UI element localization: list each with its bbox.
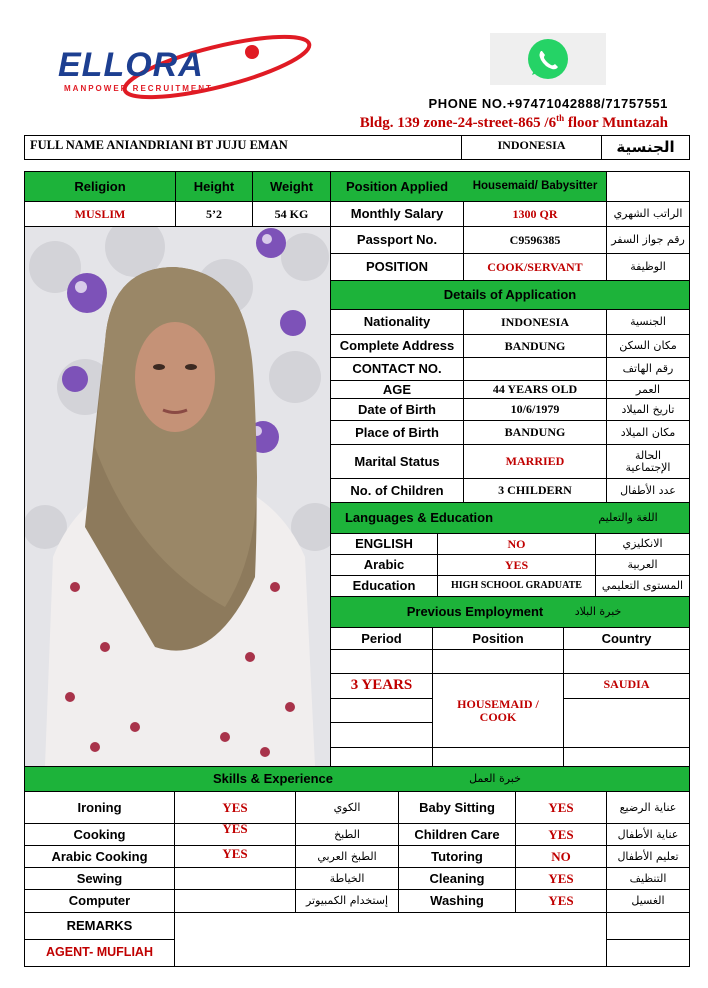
skill-label-ar: عناية الأطفال	[617, 827, 679, 841]
weight-value: 54 KG	[274, 206, 309, 221]
languages-title: Languages & Education	[344, 510, 494, 526]
education-label-ar: المستوى التعليمي	[601, 579, 684, 593]
detail-label-ar: مكان السكن	[619, 339, 677, 353]
skill-label-ar: الكوي	[333, 800, 361, 814]
skill-label-ar: تعليم الأطفال	[617, 849, 679, 863]
languages-title-ar: اللغة والتعليم	[598, 511, 658, 525]
phone-number: PHONE NO.+97471042888/71757551	[428, 96, 668, 111]
skill-value: YES	[548, 826, 574, 842]
detail-label: CONTACT NO.	[352, 361, 442, 377]
skill-label-ar: الطبخ	[334, 827, 360, 841]
detail-label: AGE	[382, 381, 412, 397]
skill-label: Washing	[430, 893, 484, 909]
detail-label-ar: الحالة الإجتماعية	[625, 448, 671, 474]
education-value: HIGH SCHOOL GRADUATE	[451, 579, 582, 591]
language-value: NO	[507, 536, 526, 551]
skill-label: Sewing	[76, 870, 123, 886]
position-value: COOK/SERVANT	[487, 259, 583, 274]
language-value: YES	[504, 557, 529, 572]
skill-value	[175, 890, 295, 912]
employment-period: 3 YEARS	[350, 677, 413, 694]
employment-country: SAUDIA	[603, 676, 650, 691]
salary-label: Monthly Salary	[350, 206, 444, 222]
skill-label-ar: إستخدام الكمبيوتر	[305, 894, 389, 908]
detail-label-ar: عدد الأطفال	[620, 483, 676, 497]
skill-value	[175, 868, 295, 889]
full-name: FULL NAME ANIANDRIANI BT JUJU EMAN	[30, 138, 288, 152]
language-label-ar: العربية	[627, 558, 658, 572]
detail-label-ar: تاريخ الميلاد	[621, 402, 675, 416]
detail-label-ar: مكان الميلاد	[620, 425, 676, 439]
salary-label-ar: الراتب الشهري	[613, 207, 683, 221]
detail-label: Nationality	[363, 314, 431, 330]
skill-label: Ironing	[77, 799, 122, 815]
position-label-ar: الوظيفة	[630, 260, 666, 274]
nationality-value: INDONESIA	[497, 137, 566, 152]
skill-label: Cleaning	[429, 870, 485, 886]
religion-value: MUSLIM	[74, 206, 126, 221]
employment-period-header: Period	[361, 630, 402, 646]
skills-title: Skills & Experience	[213, 771, 333, 787]
skill-value: YES	[548, 799, 574, 815]
detail-label: Place of Birth	[355, 424, 439, 440]
skill-value: YES	[548, 870, 574, 886]
office-address: Bldg. 139 zone-24-street-865 /6th floor Muntazah	[359, 113, 668, 131]
detail-value: 10/6/1979	[510, 402, 560, 417]
detail-label-ar: العمر	[635, 382, 661, 396]
detail-label-ar: رقم الهاتف	[622, 362, 674, 376]
skill-value: NO	[551, 848, 571, 864]
religion-header: Religion	[74, 178, 126, 194]
skill-label: Arabic Cooking	[51, 848, 148, 864]
employment-country-header: Country	[601, 630, 652, 646]
employment-title-ar: خبرة البلاد	[574, 605, 622, 619]
detail-label: Marital Status	[354, 453, 440, 469]
language-label: ENGLISH	[355, 536, 413, 552]
language-label-ar: الانكليزي	[622, 537, 663, 551]
position-applied-header: Position Applied	[345, 178, 449, 194]
employment-position-header: Position	[472, 630, 524, 646]
logo-tagline: MANPOWER RECRUITMENT	[64, 84, 213, 93]
skill-label-ar: الطبخ العربي	[317, 849, 377, 863]
employment-position: HOUSEMAID / COOK	[457, 696, 539, 724]
weight-header: Weight	[269, 178, 314, 194]
detail-value: BANDUNG	[504, 338, 566, 353]
skill-value: YES	[548, 893, 574, 909]
agent-name: AGENT- MUFLIAH	[46, 945, 153, 960]
nationality-label-ar: الجنسية	[616, 137, 675, 156]
detail-label: No. of Children	[350, 482, 444, 498]
skill-label-ar: عناية الرضيع	[619, 800, 677, 814]
education-label: Education	[352, 578, 416, 594]
skill-label: Tutoring	[431, 848, 483, 864]
language-label: Arabic	[363, 557, 405, 573]
skill-label: Cooking	[73, 826, 126, 842]
detail-label: Complete Address	[339, 338, 455, 354]
detail-value: 3 CHILDERN	[498, 483, 572, 498]
passport-label: Passport No.	[356, 232, 438, 248]
skills-title-ar: خبرة العمل	[469, 772, 521, 786]
position-label: POSITION	[365, 259, 429, 275]
salary-value: 1300 QR	[512, 206, 558, 221]
skill-label: Children Care	[414, 826, 500, 842]
skill-label-ar: التنظيف	[629, 871, 667, 885]
logo-name: ELLORA	[58, 46, 204, 84]
skill-value: YES	[222, 799, 248, 815]
skill-label: Computer	[68, 893, 131, 909]
skill-value: YES	[222, 845, 248, 861]
remarks-label: REMARKS	[66, 918, 133, 934]
passport-value: C9596385	[509, 232, 561, 247]
skill-label-ar: الغسيل	[631, 894, 665, 908]
applicant-photo	[25, 227, 330, 766]
position-applied-value: Housemaid/ Babysitter	[472, 180, 598, 193]
height-value: 5’2	[206, 206, 222, 221]
details-title: Details of Application	[443, 287, 577, 303]
detail-value: MARRIED	[505, 454, 565, 469]
employment-title: Previous Employment	[406, 604, 544, 620]
detail-value: INDONESIA	[500, 314, 569, 329]
detail-value	[464, 358, 606, 380]
passport-label-ar: رقم جواز السفر	[611, 233, 685, 247]
detail-label-ar: الجنسية	[630, 315, 666, 329]
detail-label: Date of Birth	[358, 401, 436, 417]
skill-label: Baby Sitting	[419, 799, 495, 815]
skill-value: YES	[222, 820, 248, 836]
height-header: Height	[193, 178, 235, 194]
skill-label-ar: الخياطة	[329, 871, 365, 885]
detail-value: BANDUNG	[504, 425, 566, 440]
detail-value: 44 YEARS OLD	[492, 382, 578, 397]
